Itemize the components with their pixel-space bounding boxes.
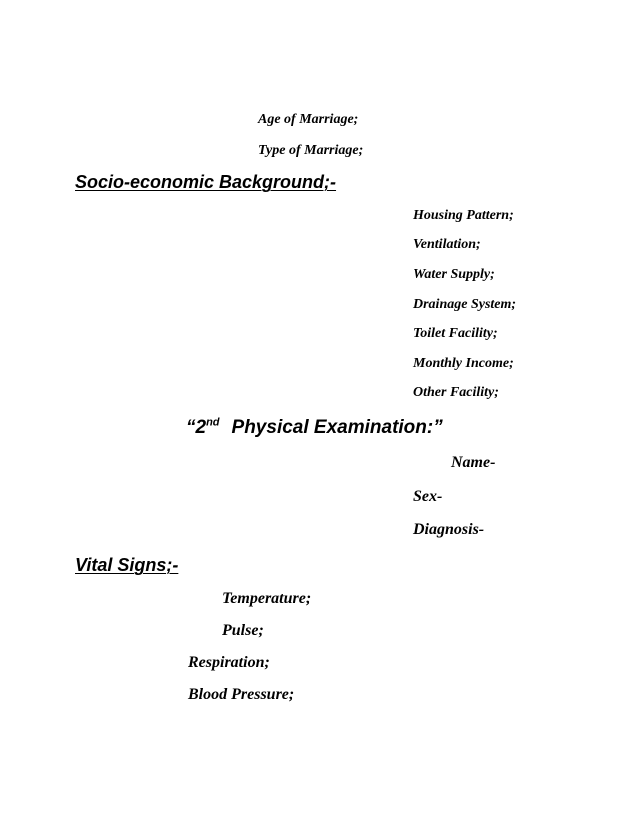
- ventilation: Ventilation;: [413, 237, 481, 252]
- physical-examination-title: [186, 417, 443, 439]
- quote-number: “2: [186, 417, 207, 438]
- respiration: Respiration;: [188, 654, 270, 671]
- sex-field: Sex-: [413, 488, 443, 505]
- pulse: Pulse;: [222, 622, 264, 639]
- socio-economic-heading: Socio-economic Background;-: [75, 172, 337, 192]
- water-supply: Water Supply;: [413, 267, 495, 282]
- toilet-facility: Toilet Facility;: [413, 326, 498, 341]
- blood-pressure: Blood Pressure;: [188, 686, 295, 703]
- temperature: Temperature;: [222, 590, 312, 607]
- diagnosis-field: Diagnosis-: [413, 521, 485, 538]
- age-of-marriage: Age of Marriage;: [258, 112, 359, 127]
- ordinal-suffix: nd: [206, 416, 220, 429]
- physical-examination-label: Physical Examination:”: [231, 417, 443, 438]
- type-of-marriage: Type of Marriage;: [258, 143, 364, 158]
- monthly-income: Monthly Income;: [413, 356, 514, 371]
- vital-signs-heading: Vital Signs;-: [75, 555, 179, 575]
- name-field: Name-: [451, 454, 496, 471]
- drainage-system: Drainage System;: [413, 297, 517, 312]
- housing-pattern: Housing Pattern;: [413, 208, 514, 223]
- other-facility: Other Facility;: [413, 385, 499, 400]
